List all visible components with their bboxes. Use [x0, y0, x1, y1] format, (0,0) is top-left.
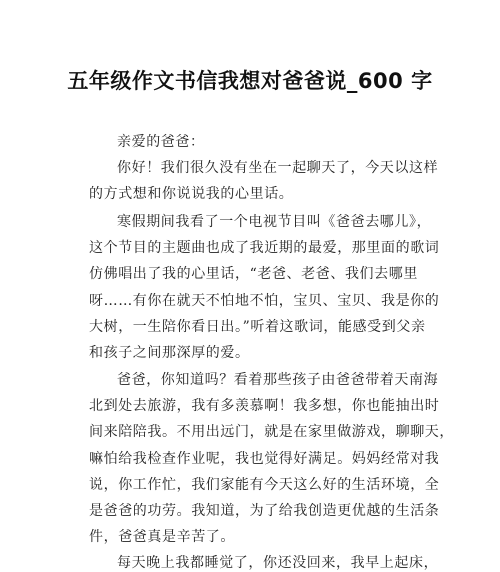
text-line: 寒假期间我看了一个电视节目叫《爸爸去哪儿》， — [117, 214, 432, 230]
text-line: 是爸爸的功劳。我知道，为了给我创造更优越的生活条 — [89, 503, 440, 519]
text-line: 这个节目的主题曲也成了我近期的最爱，那里面的歌词 — [89, 240, 440, 256]
text-line: 仿佛唱出了我的心里话，“老爸、老爸、我们去哪里 — [89, 266, 418, 282]
text-line: 间来陪陪我。不用出远门，就是在家里做游戏，聊聊天， — [89, 424, 454, 440]
text-line: 的方式想和你说说我的心里话。 — [89, 186, 294, 202]
text-line: 亲爱的爸爸： — [117, 134, 205, 150]
text-line: 你好！我们很久没有坐在一起聊天了，今天以这样 — [117, 160, 439, 176]
text-line: 每天晚上我都睡觉了，你还没回来，我早上起床， — [117, 555, 439, 571]
text-line: 和孩子之间那深厚的爱。 — [89, 345, 250, 361]
document-title: 五年级作文书信我想对爸爸说_600 字 — [67, 69, 433, 93]
text-line: 说，你工作忙，我们家能有今天这么好的生活环境，全 — [89, 477, 440, 493]
text-line: 大树，一生陪你看日出。”听着这歌词，能感受到父亲 — [89, 319, 426, 335]
text-line: 呀……有你在就天不怕地不怕，宝贝、宝贝、我是你的 — [89, 293, 440, 309]
text-line: 北到处去旅游，我有多羡慕啊！我多想，你也能抽出时 — [89, 398, 440, 414]
text-line: 爸爸，你知道吗？看着那些孩子由爸爸带着天南海 — [117, 372, 439, 388]
text-line: 件，爸爸真是辛苦了。 — [89, 529, 235, 545]
text-line: 嘛怕给我检查作业呢，我也觉得好满足。妈妈经常对我 — [89, 451, 440, 467]
